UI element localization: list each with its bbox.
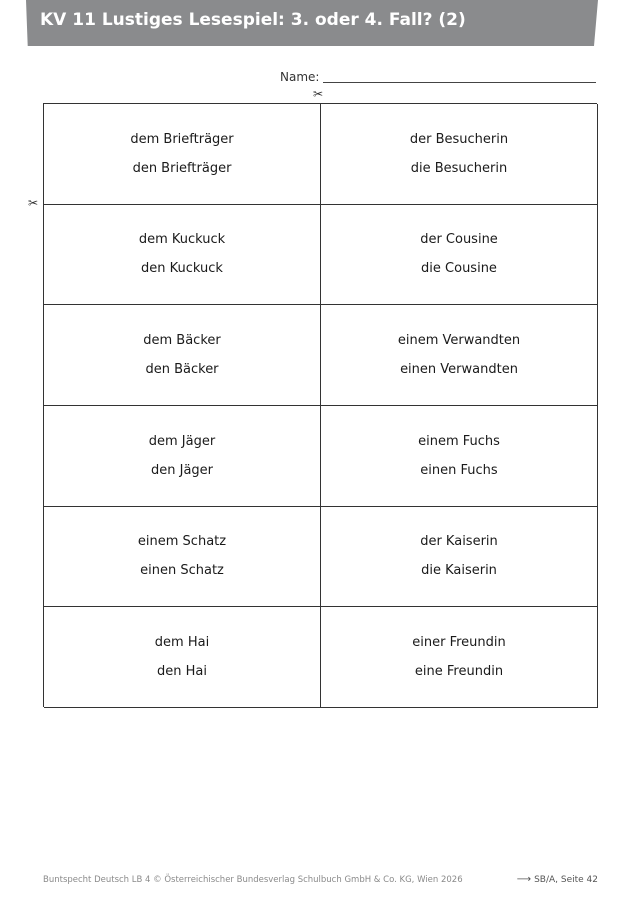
card-line-dative: dem Hai <box>154 635 210 651</box>
card <box>321 205 598 306</box>
card-line-accusative: einen Fuchs <box>420 462 498 478</box>
card-line-dative: einem Verwandten <box>397 333 521 349</box>
card-line-dative: einem Fuchs <box>418 433 500 449</box>
card-line-dative: dem Bäcker <box>143 333 221 349</box>
card-line-accusative: die Besucherin <box>410 160 508 176</box>
card-line-accusative: den Briefträger <box>132 160 232 176</box>
card-line-dative: der Cousine <box>420 232 498 248</box>
card <box>44 205 321 306</box>
page-title: KV 11 Lustiges Lesespiel: 3. oder 4. Fall? (2) <box>40 10 466 30</box>
card <box>44 104 321 205</box>
card <box>44 406 321 507</box>
card-line-accusative: einen Schatz <box>140 563 224 579</box>
card-line-dative: dem Briefträger <box>130 131 234 147</box>
footer-page-ref: SB/A, Seite 42 <box>534 875 598 885</box>
name-field-line[interactable] <box>323 82 596 83</box>
card-line-accusative: den Jäger <box>150 462 214 478</box>
footer-reference <box>517 874 598 885</box>
scissors-icon: ✂ <box>313 87 324 101</box>
card-line-accusative: den Kuckuck <box>141 261 223 277</box>
card <box>321 507 598 608</box>
card <box>44 305 321 406</box>
card <box>321 104 598 205</box>
card-line-dative: dem Jäger <box>148 433 216 449</box>
card-line-dative: der Kaiserin <box>420 534 498 550</box>
card <box>321 607 598 708</box>
card-line-dative: dem Kuckuck <box>138 232 226 248</box>
card <box>321 305 598 406</box>
card <box>44 607 321 708</box>
card-line-accusative: die Cousine <box>421 261 497 277</box>
card <box>321 406 598 507</box>
card <box>44 507 321 608</box>
card-line-accusative: eine Freundin <box>414 664 504 680</box>
name-label: Name: <box>280 70 320 84</box>
card-line-accusative: die Kaiserin <box>421 563 497 579</box>
card-grid <box>43 103 597 707</box>
arrow-right-icon: ⟶ <box>516 874 532 885</box>
card-line-accusative: den Bäcker <box>145 362 219 378</box>
scissors-icon: ✂ <box>28 196 39 210</box>
card-line-dative: der Besucherin <box>409 131 509 147</box>
footer-copyright: Buntspecht Deutsch LB 4 © Österreichischer Bundesverlag Schulbuch GmbH & Co. KG, Wien 2026 <box>43 875 463 885</box>
card-line-accusative: einen Verwandten <box>400 362 518 378</box>
card-line-accusative: den Hai <box>157 664 207 680</box>
card-line-dative: einer Freundin <box>412 635 506 651</box>
card-line-dative: einem Schatz <box>137 534 227 550</box>
